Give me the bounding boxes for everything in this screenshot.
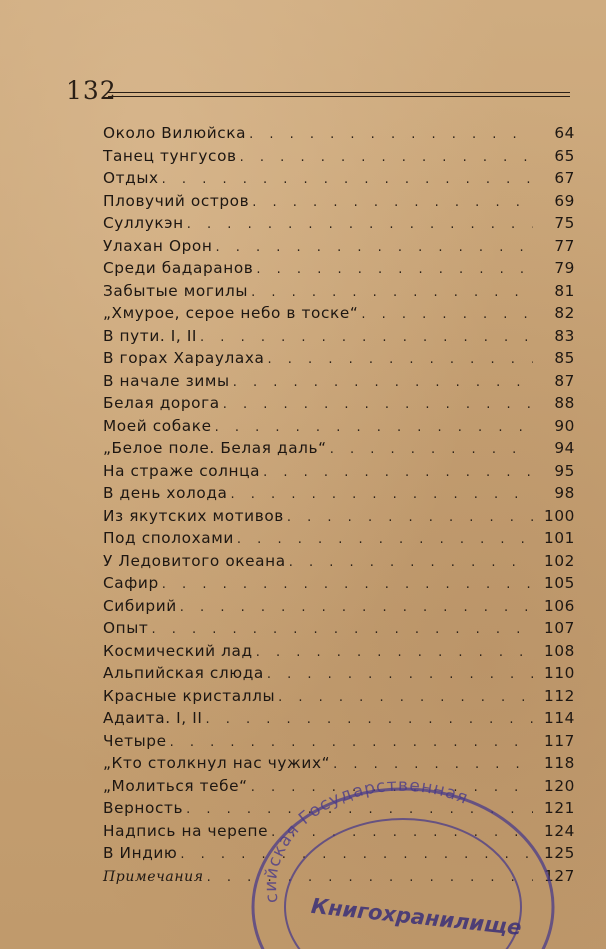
toc-entry [103,169,575,192]
toc-entry [103,282,575,305]
toc-entry-page: 108 [544,641,575,660]
toc-entry-page: 75 [554,214,575,232]
toc-entry [103,687,575,710]
toc-entry [103,439,575,462]
toc-entry-title: Сибирий [103,596,177,615]
toc-dot-leader [162,172,533,187]
toc-entry [103,732,575,755]
toc-entry-title: Альпийская слюда [103,664,264,682]
toc-entry-page: 81 [554,281,575,300]
page-number: 132 [66,76,117,105]
toc-entry-page: 120 [544,776,575,795]
toc-dot-leader [267,667,533,682]
toc-dot-leader [256,645,533,660]
toc-dot-leader [330,442,533,457]
toc-entry-title: Отдых [103,169,159,187]
toc-entry [103,597,575,620]
toc-entry-title: Забытые могилы [103,281,249,300]
toc-entry-page: 124 [544,821,575,840]
toc-entry-title: В горах Харaулаха [103,349,265,367]
stamp-inner-text: Книгохранилище [309,893,523,940]
toc-entry [103,484,575,507]
toc-entry-title: „Кто столкнул нас чужих“ [103,754,331,772]
toc-entry-page: 79 [554,259,575,277]
toc-dot-leader [200,330,533,345]
toc-entry [103,822,575,845]
toc-entry [103,799,575,822]
toc-entry-page: 88 [554,394,575,412]
toc-entry-title: В Индию [103,844,178,862]
toc-entry-page: 106 [544,596,575,615]
page-header [66,76,572,106]
toc-dot-leader [237,532,533,547]
toc-entry-page: 64 [554,124,575,142]
toc-entry-page: 98 [554,484,575,502]
toc-entry-page: 102 [544,551,575,570]
toc-entry-page: 83 [554,326,575,345]
toc-entry-title: Танец тунгусов [103,146,237,165]
toc-entry-title: „Молиться тебе“ [103,776,248,795]
toc-entry [103,394,575,417]
toc-entry-title: Из якутских мотивов [103,506,284,525]
toc-dot-leader [361,307,533,322]
toc-entry-title: Адаита. I, II [103,709,203,727]
toc-dot-leader [186,802,533,817]
toc-dot-leader [151,622,533,637]
toc-entry-page: 100 [544,506,575,525]
toc-entry [103,214,575,237]
toc-entry [103,867,575,890]
toc-dot-leader [240,150,533,165]
toc-entry-page: 69 [554,191,575,210]
toc-entry-title: „Белое поле. Белая даль“ [103,439,327,457]
toc-entry [103,552,575,575]
toc-dot-leader [180,847,533,862]
header-rule [108,92,570,93]
toc-dot-leader [162,577,533,592]
toc-entry-title: В день холода [103,484,228,502]
toc-dot-leader [268,352,533,367]
toc-dot-leader [205,712,533,727]
toc-entry-title: Среди бадаранов [103,259,254,277]
toc-entry-title: Космический лад [103,641,253,660]
toc-entry-title: Суллукэн [103,214,184,232]
toc-entry [103,237,575,260]
toc-entry-title: „Хмурое, серое небо в тоске“ [103,304,359,322]
toc-entry [103,844,575,867]
toc-entry [103,327,575,350]
toc-dot-leader [278,690,533,705]
toc-dot-leader [287,510,533,525]
toc-dot-leader [271,825,533,840]
stamp-outer-text: сийская Государственная [261,775,472,905]
header-rule-thin [108,96,570,97]
toc-entry-title: Под сполохами [103,529,234,547]
toc-entry-title: В начале зимы [103,371,230,390]
toc-entry-page: 85 [554,349,575,367]
toc-entry-page: 95 [554,461,575,480]
toc-entry-page: 105 [544,574,575,592]
toc-dot-leader [252,195,533,210]
toc-entry-title: Красные кристаллы [103,686,276,705]
toc-dot-leader [207,870,533,885]
toc-dot-leader [187,217,533,232]
toc-dot-leader [233,375,533,390]
toc-entry [103,507,575,530]
toc-entry-page: 101 [544,529,575,547]
toc-entry-page: 110 [544,664,575,682]
toc-entry [103,777,575,800]
toc-entry-title: У Ледовитого океана [103,551,286,570]
toc-entry-title: В пути. I, II [103,326,198,345]
toc-entry [103,574,575,597]
toc-entry-title: Сафир [103,574,159,592]
toc-entry-page: 87 [554,371,575,390]
toc-entry-page: 121 [544,799,575,817]
toc-entry-page: 112 [544,686,575,705]
toc-entry-page: 127 [544,866,575,885]
toc-entry [103,259,575,282]
toc-entry [103,754,575,777]
toc-entry [103,124,575,147]
toc-entry [103,372,575,395]
toc-dot-leader [231,487,533,502]
toc-entry-page: 114 [544,709,575,727]
toc-entry-page: 90 [554,416,575,435]
toc-dot-leader [289,555,533,570]
toc-entry-page: 82 [554,304,575,322]
toc-dot-leader [215,420,533,435]
toc-entry-page: 118 [544,754,575,772]
toc-entry-page: 67 [554,169,575,187]
toc-entry-title: Примечания [103,868,204,885]
toc-entry-title: Улахан Орон [103,236,213,255]
toc-dot-leader [251,285,533,300]
toc-entry [103,349,575,372]
toc-entry-title: Около Вилюйска [103,124,247,142]
toc-dot-leader [180,600,533,615]
toc-entry [103,642,575,665]
toc-dot-leader [249,127,533,142]
toc-dot-leader [170,735,533,750]
table-of-contents [103,124,575,889]
toc-entry [103,709,575,732]
toc-dot-leader [256,262,533,277]
toc-dot-leader [251,780,533,795]
toc-entry-title: Надпись на черепе [103,821,269,840]
toc-entry-title: Пловучий остров [103,191,250,210]
toc-entry [103,304,575,327]
toc-entry [103,529,575,552]
toc-entry [103,417,575,440]
toc-entry-title: На страже солнца [103,461,261,480]
toc-entry [103,192,575,215]
toc-entry-title: Верность [103,799,184,817]
toc-entry-page: 117 [544,731,575,750]
toc-entry-page: 77 [554,236,575,255]
toc-entry [103,664,575,687]
toc-dot-leader [223,397,533,412]
toc-entry-title: Моей собаке [103,416,212,435]
toc-entry-title: Опыт [103,619,149,637]
toc-entry-title: Четыре [103,731,167,750]
toc-entry [103,619,575,642]
toc-entry [103,462,575,485]
toc-entry-page: 94 [554,439,575,457]
toc-entry-title: Белая дорога [103,394,220,412]
toc-dot-leader [333,757,533,772]
toc-entry-page: 107 [544,619,575,637]
toc-dot-leader [263,465,533,480]
toc-entry-page: 65 [554,146,575,165]
toc-entry-page: 125 [544,844,575,862]
toc-entry [103,147,575,170]
toc-dot-leader [215,240,533,255]
